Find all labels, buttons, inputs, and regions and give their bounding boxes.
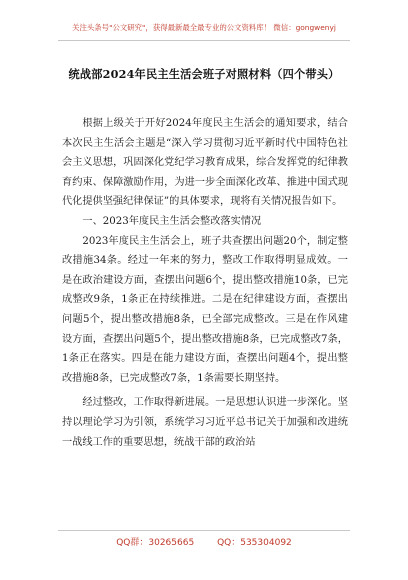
section-heading: 一、2023年度民主生活会整改落实情况 <box>82 215 262 227</box>
document-body <box>62 114 348 452</box>
intro-paragraph: 根据上级关于开好2024年度民主生活会的通知要求，结合本次民主生活会主题是“深入学习贯彻习近平新时代中国特色社会主义思想，巩固深化党纪学习教育成果，综合发挥党的纪律教育约束、保障激励作用，为进一步全面深化改革、推进中国式现代化提供坚强纪律保证”的具体要求，现将有关情况报告如下。 <box>62 118 348 208</box>
footer-divider <box>58 530 350 531</box>
progress-paragraph: 经过整改，工作取得新进展。一是思想认识进一步深化。坚持以理论学习为引领，系统学习习近平总书记关于加强和改进统一战线工作的重要思想，统战干部的政治站 <box>62 397 348 448</box>
header-divider <box>58 40 350 41</box>
document-title: 统战部2024年民主生活会班子对照材料（四个带头） <box>68 67 340 81</box>
footer-contact: QQ群：30265665 QQ：535304092 <box>116 538 292 548</box>
header-banner: 关注头条号"公文研究"，获得最新最全最专业的公文资料库！ 微信：gongwenyj <box>72 23 336 32</box>
rectification-paragraph: 2023年度民主生活会上，班子共查摆出问题20个，制定整改措施34条。经过一年来的努力，整改工作取得明显成效。一是在政治建设方面，查摆出问题6个，提出整改措施10条，已完成整改9条，1条正在持续推进。二是在纪律建设方面，查摆出问题5个，提出整改措施8条，已全部完成整改。三是在作风建设方面，查摆出问题5个，提出整改措施8条，已完成整改7条，1条正在落实。四是在能力建设方面，查摆出问题4个，提出整改措施8条，已完成整改7条，1条需要长期坚持。 <box>62 235 348 384</box>
